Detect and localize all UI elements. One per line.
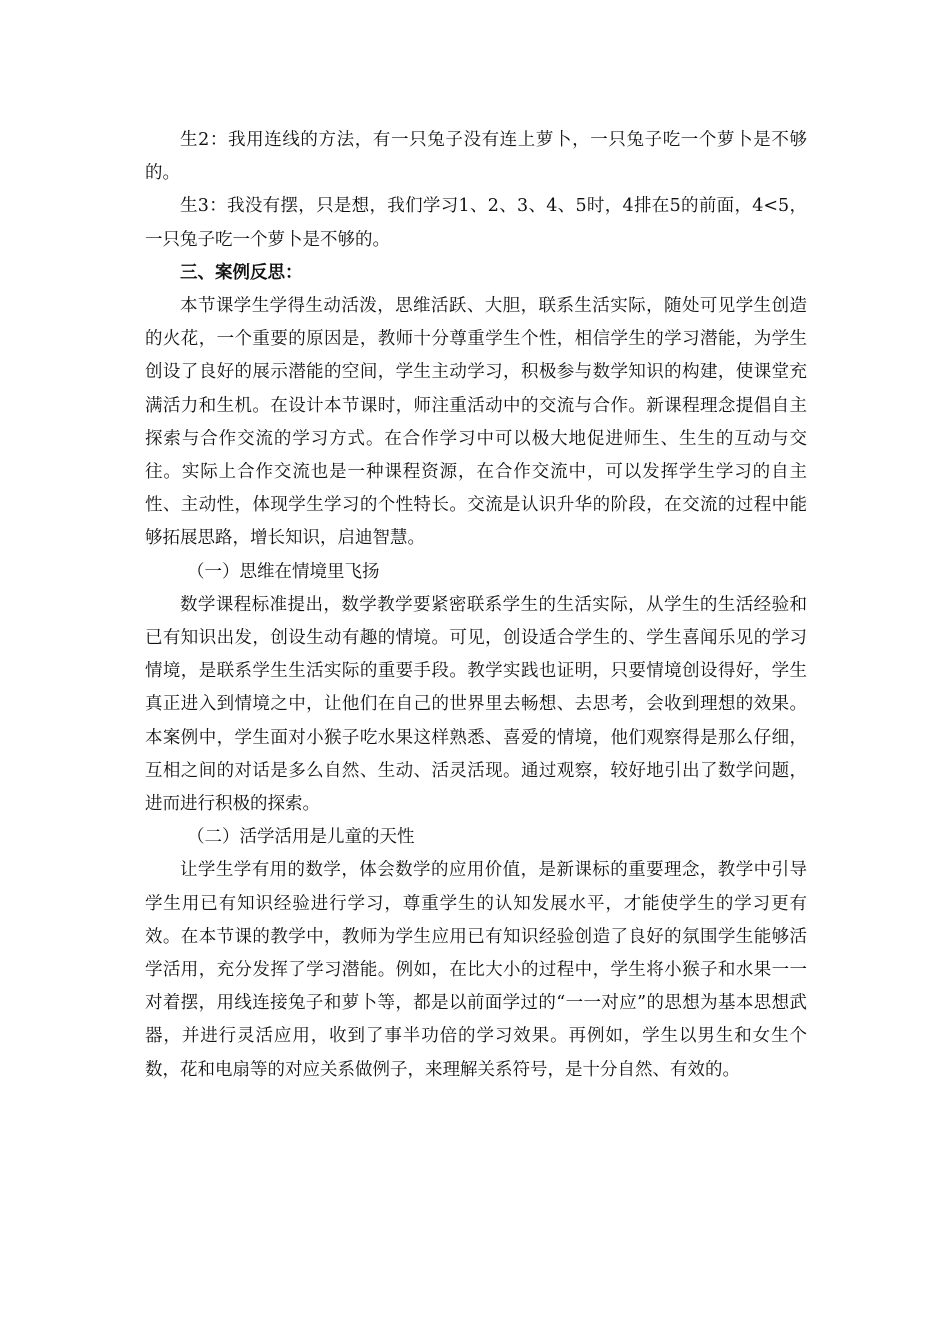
- student-2-answer: 生2：我用连线的方法，有一只兔子没有连上萝卜，一只兔子吃一个萝卜是不够的。: [145, 130, 807, 184]
- thinking-in-context-paragraph: 数学课程标准提出，数学教学要紧密联系学生的生活实际，从学生的生活经验和已有知识出发，创设生动有趣的情境。可见，创设适合学生的、学生喜闻乐见的学习情境，是联系学生生活实际的重要手段。教学实践也证明，只要情境创设得好，学生真正进入到情境之中，让他们在自己的世界里去畅想、去思考，会收到理想的效果。本案例中，学生面对小猴子吃水果这样熟悉、喜爱的情境，他们观察得是那么仔细，互相之间的对话是多么自然、生动、活灵活现。通过观察，较好地引出了数学问题，进而进行积极的探索。: [145, 594, 807, 815]
- student-3-answer: 生3：我没有摆，只是想，我们学习1、2、3、4、5时，4排在5的前面，4<5，一只兔子吃一个萝卜是不够的。: [145, 196, 807, 250]
- learning-by-doing-paragraph: 让学生学有用的数学，体会数学的应用价值，是新课标的重要理念，教学中引导学生用已有知识经验进行学习，尊重学生的认知发展水平，才能使学生的学习更有效。在本节课的教学中，教师为学生应用已有知识经验创造了良好的氛围学生能够活学活用，充分发挥了学习潜能。例如，在比大小的过程中，学生将小猴子和水果一一对着摆，用线连接兔子和萝卜等，都是以前面学过的“一一对应”的思想为基本思想武器，并进行灵活应用，收到了事半功倍的学习效果。再例如，学生以男生和女生个数，花和电扇等的对应关系做例子，来理解关系符号，是十分自然、有效的。: [145, 860, 807, 1080]
- reflection-intro-paragraph: 本节课学生学得生动活泼，思维活跃、大胆，联系生活实际，随处可见学生创造的火花，一个重要的原因是，教师十分尊重学生个性，相信学生的学习潜能，为学生创设了良好的展示潜能的空间，学生主动学习，积极参与数学知识的构建，使课堂充满活力和生机。在设计本节课时，师注重活动中的交流与合作。新课程理念提倡自主探索与合作交流的学习方式。在合作学习中可以极大地促进师生、生生的互动与交往。实际上合作交流也是一种课程资源，在合作交流中，可以发挥学生学习的自主性、主动性，体现学生学习的个性特长。交流是认识升华的阶段，在交流的过程中能够拓展思路，增长知识，启迪智慧。: [145, 296, 807, 549]
- document-body: [145, 124, 807, 1087]
- section-heading-reflection: 三、案例反思：: [180, 262, 303, 283]
- subheading-thinking-in-context: （一）思维在情境里飞扬: [187, 561, 380, 582]
- subheading-learning-by-doing: （二）活学活用是儿童的天性: [187, 827, 415, 848]
